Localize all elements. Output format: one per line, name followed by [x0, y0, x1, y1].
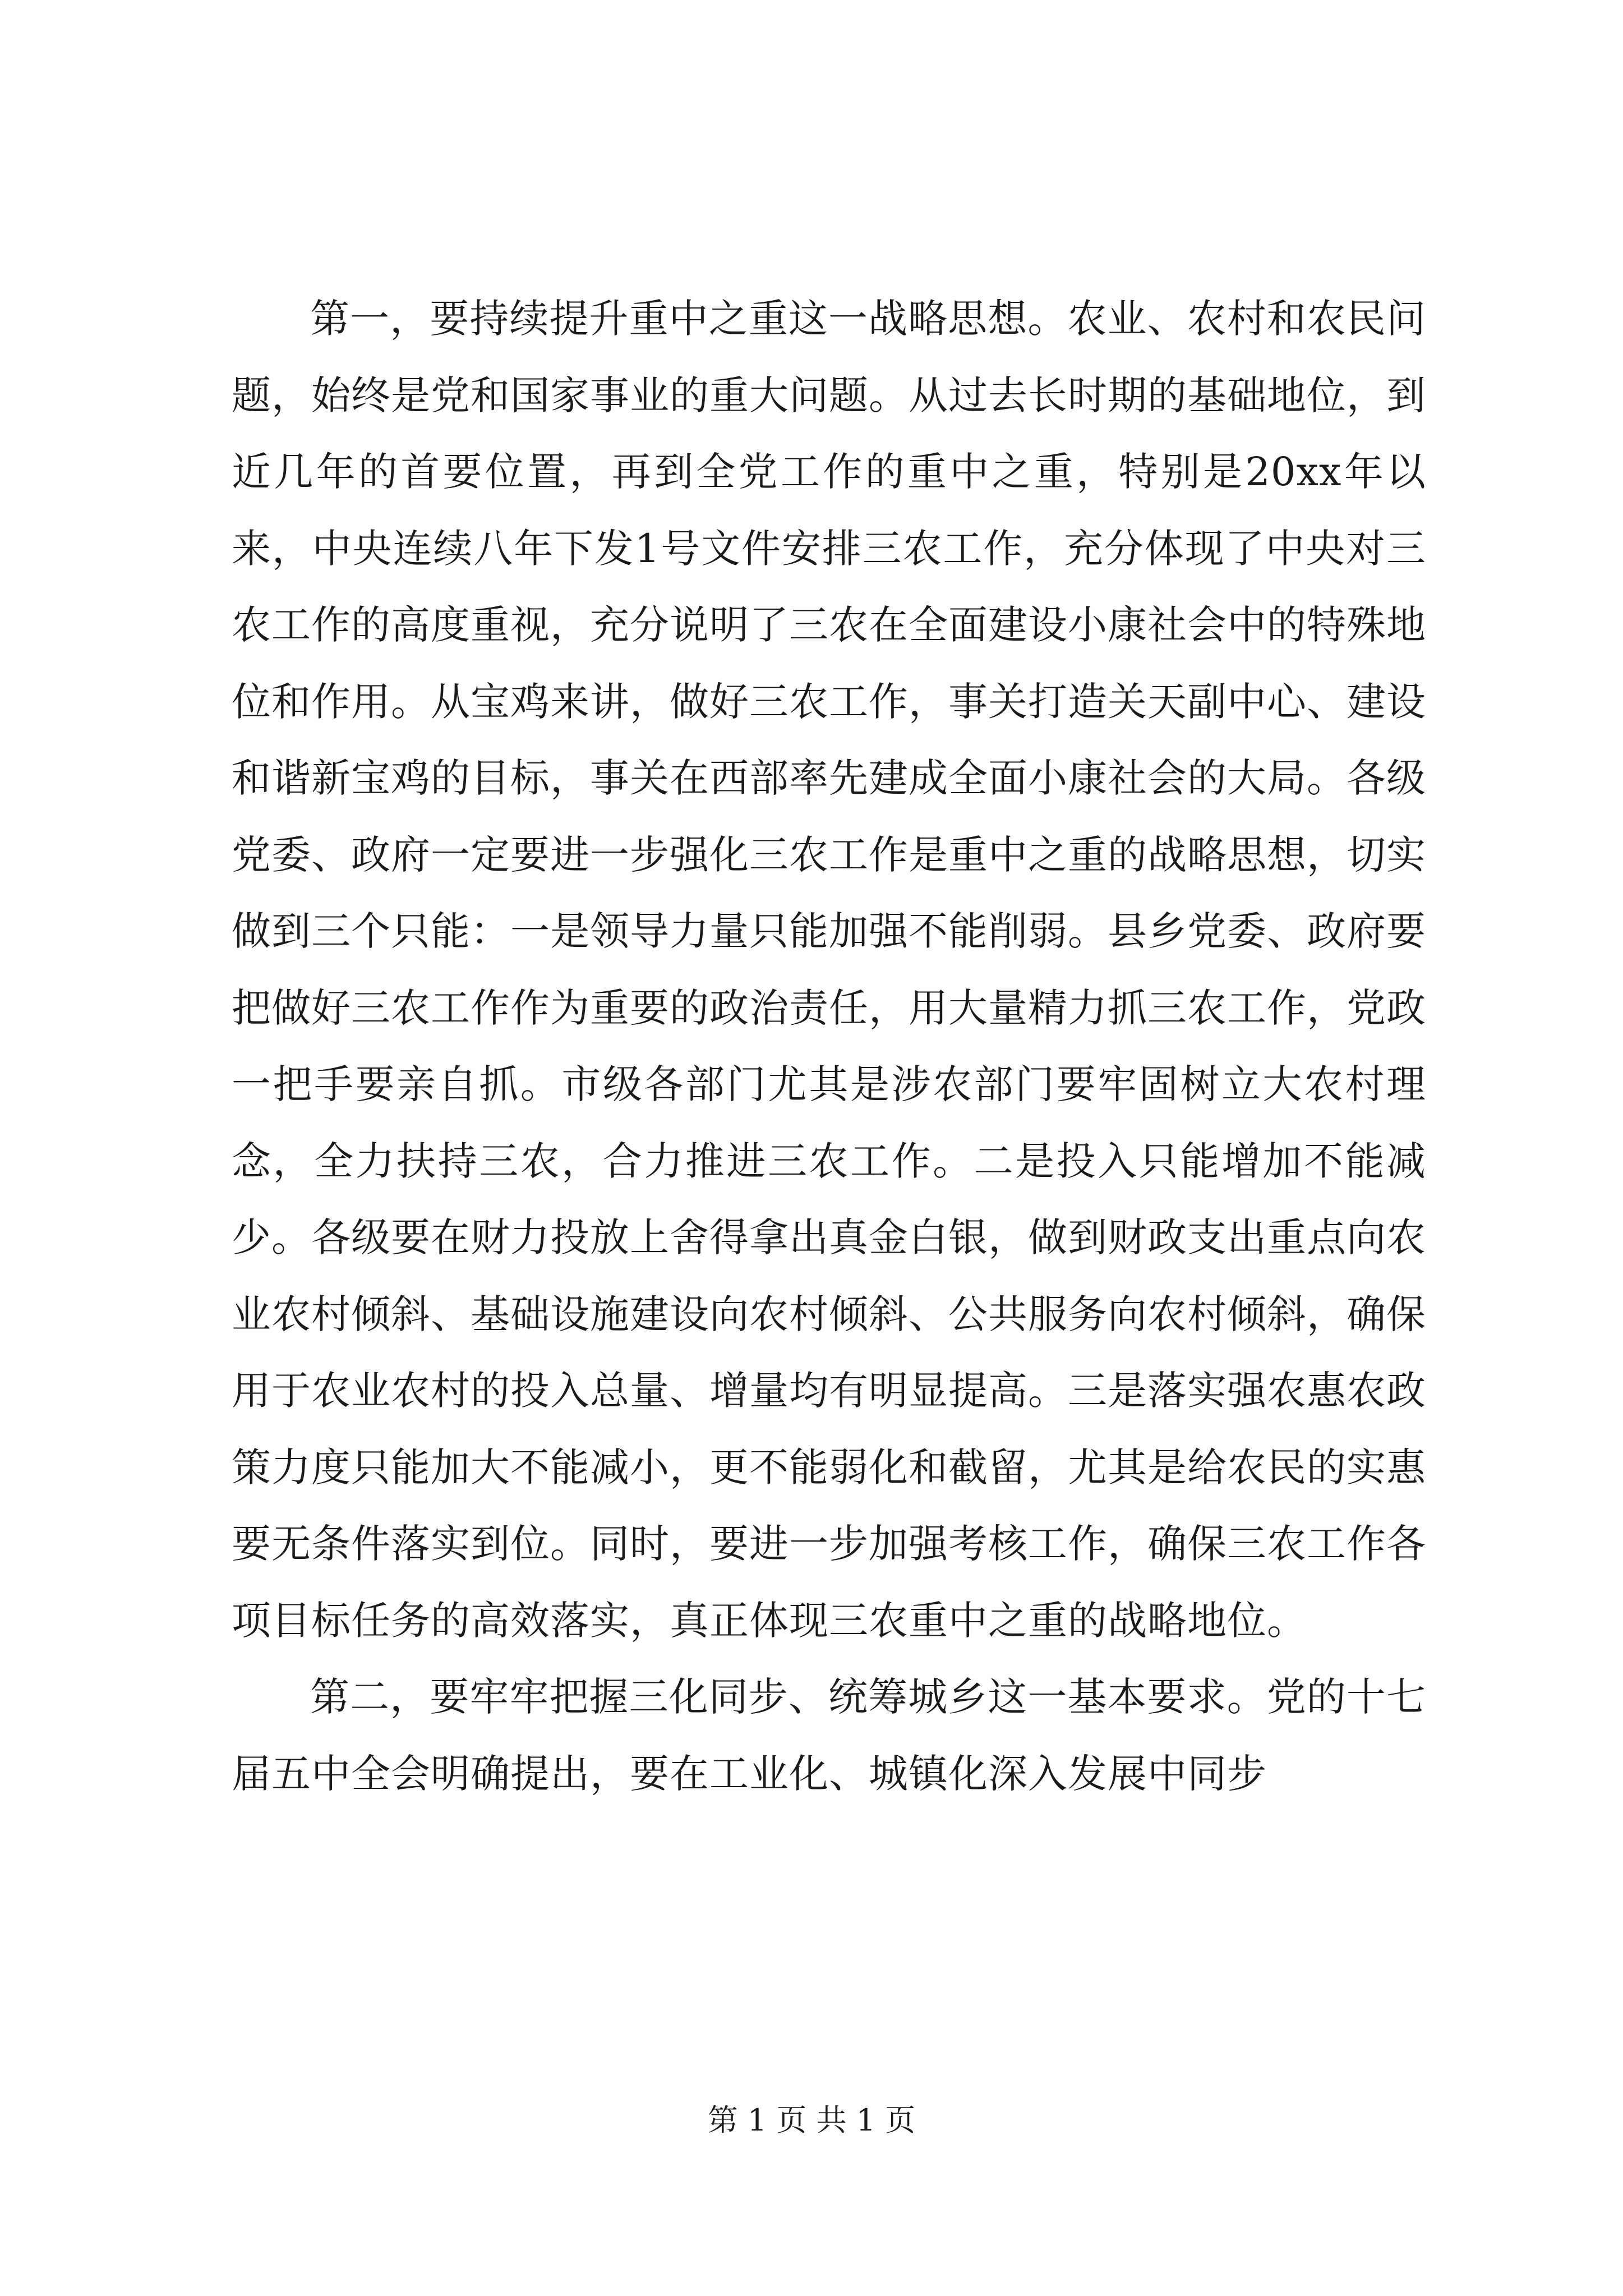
paragraph-2: 第二，要牢牢把握三化同步、统筹城乡这一基本要求。党的十七届五中全会明确提出，要在工业化、城镇化深入发展中同步: [232, 1674, 1426, 1797]
document-body: [232, 280, 1426, 1812]
paragraph-1: 第一，要持续提升重中之重这一战略思想。农业、农村和农民问题，始终是党和国家事业的重大问题。从过去长时期的基础地位，到近几年的首要位置，再到全党工作的重中之重，特别是20xx年以来，中央连续八年下发1号文件安排三农工作，充分体现了中央对三农工作的高度重视，充分说明了三农在全面建设小康社会中的特殊地位和作用。从宝鸡来讲，做好三农工作，事关打造关天副中心、建设和谐新宝鸡的目标，事关在西部率先建成全面小康社会的大局。各级党委、政府一定要进一步强化三农工作是重中之重的战略思想，切实做到三个只能：一是领导力量只能加强不能削弱。县乡党委、政府要把做好三农工作作为重要的政治责任，用大量精力抓三农工作，党政一把手要亲自抓。市级各部门尤其是涉农部门要牢固树立大农村理念，全力扶持三农，合力推进三农工作。二是投入只能增加不能减少。各级要在财力投放上舍得拿出真金白银，做到财政支出重点向农业农村倾斜、基础设施建设向农村倾斜、公共服务向农村倾斜，确保用于农业农村的投入总量、增量均有明显提高。三是落实强农惠农政策力度只能加大不能减小，更不能弱化和截留，尤其是给农民的实惠要无条件落实到位。同时，要进一步加强考核工作，确保三农工作各项目标任务的高效落实，真正体现三农重中之重的战略地位。: [232, 296, 1426, 1644]
page-footer: 第 1 页 共 1 页: [707, 2102, 916, 2138]
